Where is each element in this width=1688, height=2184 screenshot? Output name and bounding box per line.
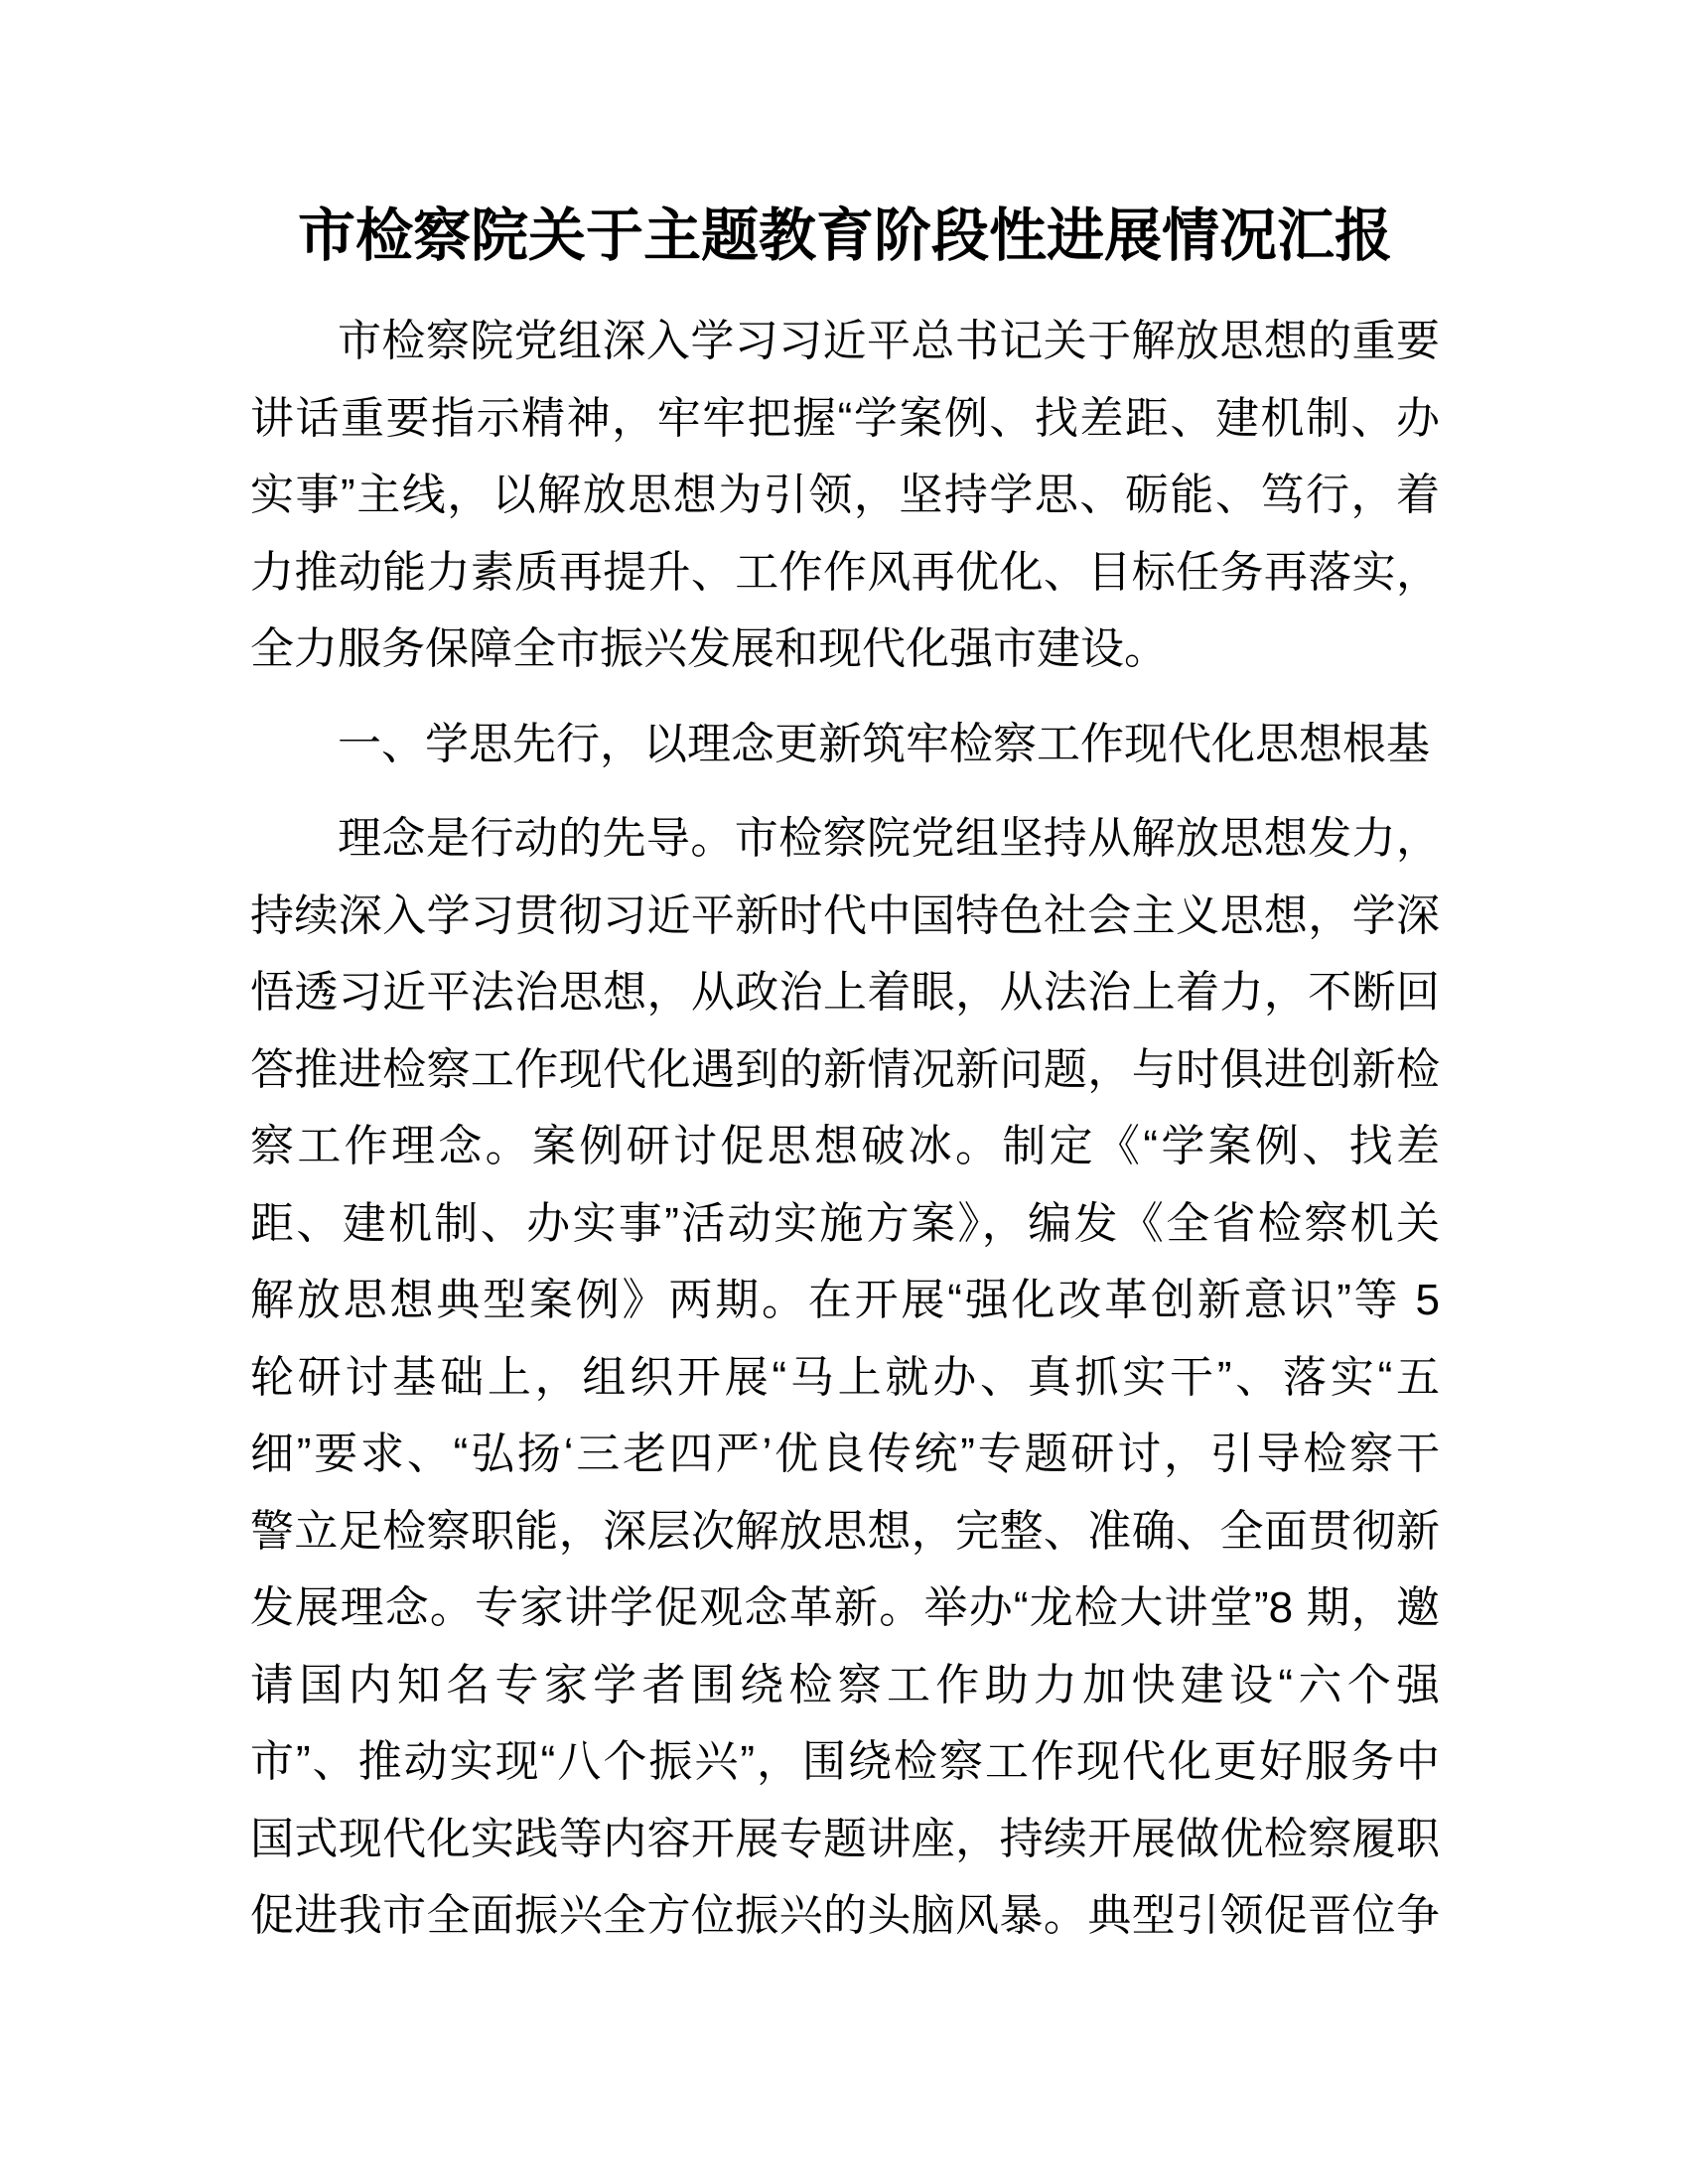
text-line: 市检察院党组深入学习习近平总书记关于解放思想的重要	[338, 317, 1440, 365]
text-line: 悟透习近平法治思想，从政治上着眼，从法治上着力，不断回	[250, 968, 1440, 1017]
text-line: 距、建机制、办实事”活动实施方案》，编发《全省检察机关	[250, 1198, 1440, 1248]
text-line: 警立足检察职能，深层次解放思想，完整、准确、全面贯彻新	[250, 1506, 1440, 1556]
text-line: 答推进检察工作现代化遇到的新情况新问题，与时俱进创新检	[250, 1044, 1440, 1094]
text-line: 讲话重要指示精神，牢牢把握“学案例、找差距、建机制、办	[250, 393, 1440, 443]
text-line: 持续深入学习贯彻习近平新时代中国特色社会主义思想，学深	[250, 890, 1440, 940]
paragraph-2	[250, 800, 1440, 1955]
text-line: 全力服务保障全市振兴发展和现代化强市建设。	[250, 624, 1168, 673]
section-heading: 一、学思先行，以理念更新筑牢检察工作现代化思想根基	[338, 719, 1430, 768]
text-line: 理念是行动的先导。市检察院党组坚持从解放思想发力，	[338, 814, 1440, 863]
text-line: 细”要求、“弘扬‘三老四严’优良传统”专题研讨，引导检察干	[250, 1430, 1440, 1478]
document-title: 市检察院关于主题教育阶段性进展情况汇报	[297, 204, 1392, 268]
text-line: 察工作理念。案例研讨促思想破冰。制定《“学案例、找差	[250, 1122, 1440, 1170]
text-line: 轮研讨基础上，组织开展“马上就办、真抓实干”、落实“五	[250, 1352, 1440, 1402]
text-line: 解放思想典型案例》两期。在开展“强化改革创新意识”等 5	[250, 1276, 1440, 1324]
text-line: 发展理念。专家讲学促观念革新。举办“龙检大讲堂”8 期，邀	[250, 1583, 1440, 1632]
paragraph-1	[250, 303, 1440, 688]
text-line: 实事”主线，以解放思想为引领，坚持学思、砺能、笃行，着	[250, 471, 1440, 519]
text-line: 市”、推动实现“八个振兴”，围绕检察工作现代化更好服务中	[250, 1737, 1440, 1786]
text-line: 国式现代化实践等内容开展专题讲座，持续开展做优检察履职	[250, 1814, 1440, 1863]
text-line: 请国内知名专家学者围绕检察工作助力加快建设“六个强	[250, 1660, 1440, 1709]
text-line: 力推动能力素质再提升、工作作风再优化、目标任务再落实，	[250, 547, 1440, 597]
text-line: 促进我市全面振兴全方位振兴的头脑风暴。典型引领促晋位争	[250, 1891, 1440, 1940]
